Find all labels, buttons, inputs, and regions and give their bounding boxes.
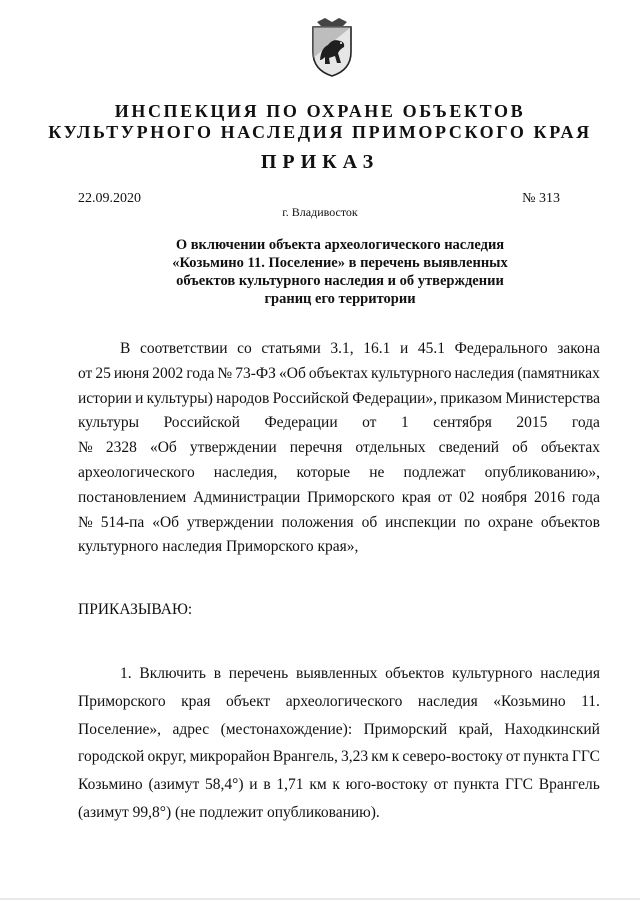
text-line <box>78 436 600 461</box>
word: пункта <box>523 748 569 766</box>
word: Российской <box>163 414 240 432</box>
text-line <box>78 486 600 511</box>
word: № <box>78 513 93 531</box>
clause-1-paragraph <box>78 660 600 827</box>
word: и <box>249 776 258 794</box>
word: подлежат <box>403 463 466 481</box>
word: 3.1, <box>330 340 354 357</box>
word: края <box>181 692 211 710</box>
word: пункта <box>453 776 500 794</box>
word: 11. <box>581 692 600 710</box>
word: края <box>401 488 431 506</box>
word: охране <box>488 513 533 531</box>
word: и <box>400 340 409 357</box>
word: об <box>512 439 528 457</box>
word: со <box>237 340 252 357</box>
word: наследия <box>454 364 515 382</box>
word: археологического <box>78 463 195 481</box>
word: статьями <box>261 340 321 357</box>
word: адрес <box>172 720 210 738</box>
word: Приморский <box>363 720 448 738</box>
title-line: границ его территории <box>264 291 416 307</box>
word: июня <box>113 364 150 382</box>
text-line <box>78 660 600 688</box>
word: года <box>571 414 600 432</box>
word: сведений <box>438 439 500 457</box>
word: отдельных <box>355 439 426 457</box>
word: Включить <box>139 665 206 682</box>
word: к <box>332 776 340 794</box>
text-line <box>78 743 600 771</box>
word: перечень <box>228 665 289 682</box>
word: № <box>78 439 93 457</box>
document-type: ПРИКАЗ <box>260 151 380 173</box>
word: наследия, <box>213 463 278 481</box>
word: приказом <box>440 389 503 407</box>
text-line <box>78 387 600 412</box>
directive-heading: ПРИКАЗЫВАЮ: <box>78 601 193 618</box>
word: 45.1 <box>417 340 446 357</box>
word: 1. <box>120 665 132 682</box>
word: утверждении <box>189 439 277 457</box>
word: культуры <box>78 414 140 432</box>
word: (азимут 99,8°) (не подлежит опубликованию). <box>78 803 380 821</box>
word: от <box>433 776 448 794</box>
title-line: «Козьмино 11. Поселение» в перечень выявленных <box>172 255 508 271</box>
word: инспекции <box>385 513 457 531</box>
preamble-paragraph <box>78 337 600 560</box>
word: от <box>78 364 93 382</box>
word: постановлением <box>78 488 187 506</box>
word: археологического <box>285 692 403 710</box>
word: Федерации <box>264 414 338 432</box>
word: к <box>391 748 400 766</box>
title-line: объектов культурного наследия и об утверждении <box>176 273 504 289</box>
word: Администрации <box>193 488 301 506</box>
word: Поселение», <box>78 720 161 738</box>
title-line: О включении объекта археологического наследия <box>175 237 505 253</box>
text-line <box>78 799 600 827</box>
word: «Об <box>279 364 306 382</box>
word: культурного <box>452 665 533 682</box>
word: ГГС <box>571 748 600 766</box>
document-number: № 313 <box>522 191 560 206</box>
word: в <box>263 776 271 794</box>
word: Врангель <box>538 776 600 794</box>
word: ноября <box>481 488 528 506</box>
word: объектах <box>308 364 368 382</box>
word: от <box>362 414 377 432</box>
word: «Козьмино <box>493 692 566 710</box>
text-line <box>78 461 600 486</box>
word: по <box>464 513 481 531</box>
organization-name-line1: ИНСПЕКЦИЯ ПО ОХРАНЕ ОБЪЕКТОВ <box>114 101 526 121</box>
word: от <box>505 748 521 766</box>
word: северо-востоку <box>402 748 503 766</box>
word: культурного наследия Приморского края», <box>78 538 359 556</box>
word: наследия <box>540 665 600 682</box>
word: в <box>213 665 222 682</box>
word: и <box>135 389 144 407</box>
word: (местонахождение): <box>220 720 353 738</box>
organization-name-line2: КУЛЬТУРНОГО НАСЛЕДИЯ ПРИМОРСКОГО КРАЯ <box>48 122 592 142</box>
page-edge-divider <box>0 898 640 900</box>
word: объектов <box>540 513 600 531</box>
word: В <box>120 340 131 357</box>
word: Российской <box>272 389 349 407</box>
text-line <box>78 337 600 362</box>
word: объектов <box>385 665 445 682</box>
word: Министерства <box>505 389 600 407</box>
word: 1 <box>400 414 409 432</box>
word: объект <box>225 692 271 710</box>
word: культуры) <box>146 389 213 407</box>
word: положения <box>281 513 354 531</box>
word: не <box>369 463 385 481</box>
word: культурного <box>371 364 452 382</box>
word: (азимут <box>148 776 200 794</box>
text-line <box>78 716 600 744</box>
word: об <box>361 513 378 531</box>
document-title <box>0 236 640 308</box>
word: соответствии <box>139 340 228 357</box>
word: 02 <box>459 488 475 506</box>
word: микрорайон <box>189 748 270 766</box>
word: 2328 <box>105 439 137 457</box>
word: от <box>437 488 453 506</box>
word: выявленных <box>296 665 378 682</box>
document-city: г. Владивосток <box>282 205 358 219</box>
word: истории <box>78 389 132 407</box>
word: 25 <box>95 364 111 382</box>
text-line <box>78 511 600 536</box>
text-line <box>78 688 600 716</box>
word: «Об <box>152 513 180 531</box>
word: перечня <box>289 439 343 457</box>
word: Находкинский <box>504 720 600 738</box>
word: объектах <box>540 439 600 457</box>
word: народов <box>216 389 270 407</box>
word: 2002 <box>152 364 184 382</box>
word: округ, <box>147 748 187 766</box>
word: № <box>217 364 233 382</box>
word: утверждении <box>186 513 274 531</box>
word: Федерального <box>454 340 548 357</box>
word: км <box>309 776 327 794</box>
word: 2015 <box>516 414 548 432</box>
word: км <box>371 748 389 766</box>
word: Приморского <box>307 488 395 506</box>
word: «Об <box>149 439 177 457</box>
word: года <box>571 488 600 506</box>
word: опубликованию», <box>484 463 600 481</box>
word: край, <box>458 720 493 738</box>
word: городской <box>78 748 145 766</box>
word: которые <box>296 463 351 481</box>
word: 2016 <box>534 488 566 506</box>
word: закона <box>557 340 600 357</box>
word: Федерации», <box>352 389 438 407</box>
word: 1,71 <box>276 776 304 794</box>
text-line <box>78 362 600 387</box>
word: 3,23 <box>341 748 369 766</box>
word: Козьмино <box>78 776 143 794</box>
word: 73-ФЗ <box>235 364 276 382</box>
document-date: 22.09.2020 <box>78 191 141 206</box>
text-line <box>78 535 600 560</box>
coat-of-arms-icon <box>303 16 361 78</box>
word: Врангель, <box>272 748 338 766</box>
word: года <box>186 364 215 382</box>
word: (памятниках <box>517 364 600 382</box>
word: 58,4°) <box>205 776 244 794</box>
word: 514-па <box>100 513 145 531</box>
text-line <box>78 771 600 799</box>
text-line <box>78 411 600 436</box>
word: сентября <box>433 414 492 432</box>
word: ГГС <box>504 776 533 794</box>
word: 16.1 <box>363 340 391 357</box>
word: Приморского <box>78 692 166 710</box>
word: наследия <box>417 692 478 710</box>
word: юго-востоку <box>345 776 428 794</box>
